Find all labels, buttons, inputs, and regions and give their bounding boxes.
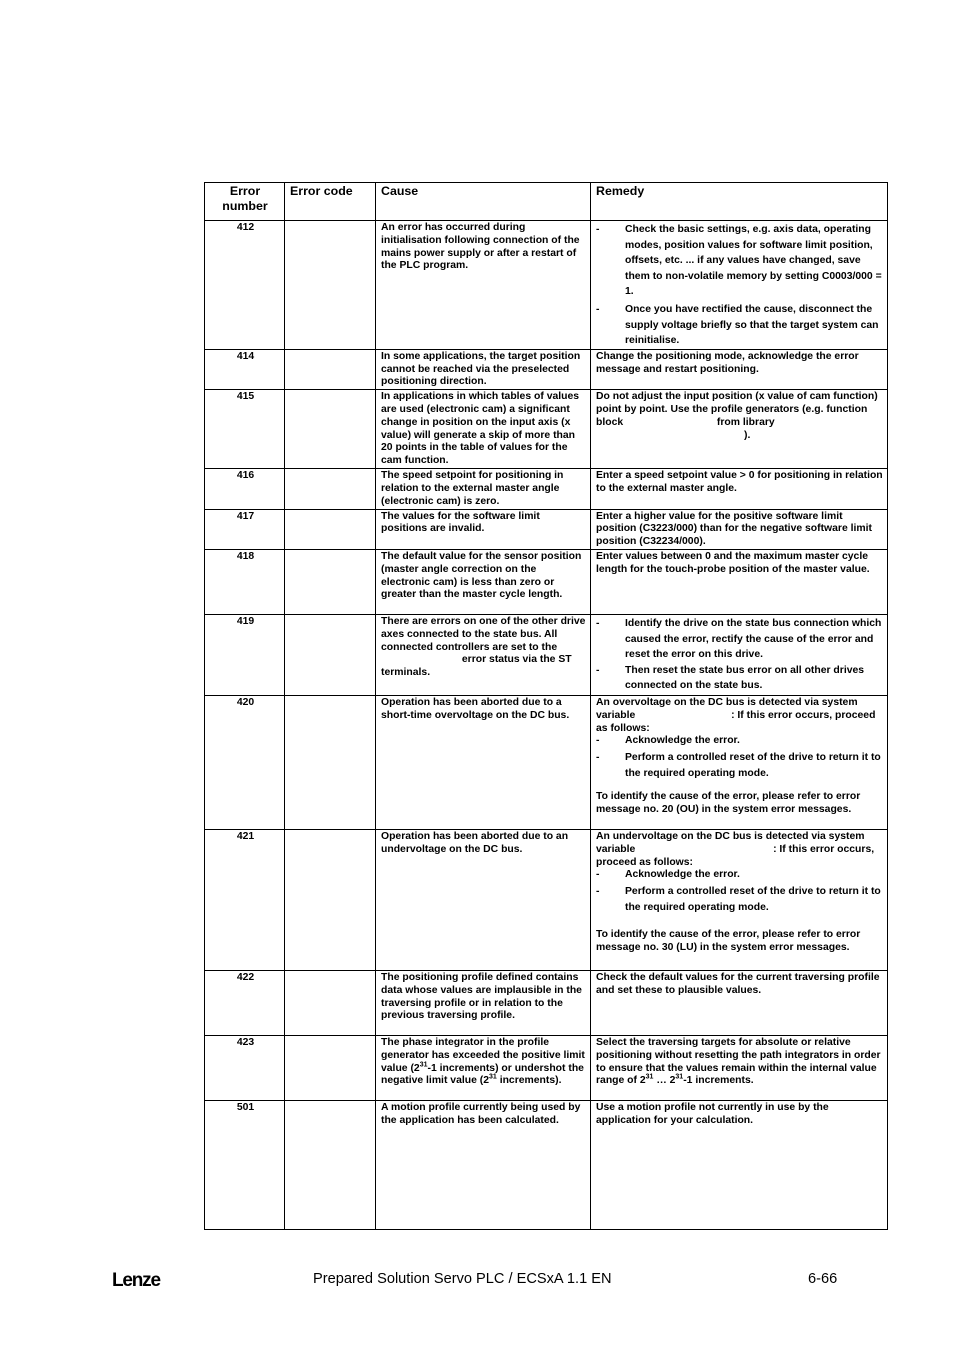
remedy-cell: Check the default values for the current traversing profile and set these to plausible values. [591, 970, 888, 1035]
bullet-item: - Acknowledge the error. [596, 735, 740, 747]
error-number: 417 [205, 509, 285, 549]
table-row [205, 1100, 888, 1229]
header-error-code: Error code [285, 183, 376, 221]
remedy-cell [591, 221, 888, 350]
bullet-item: - Once you have rectified the cause, disconnect the supply voltage briefly so that the target system can reinitialise. [596, 303, 879, 347]
error-number: 412 [205, 221, 285, 350]
bullet-item: - Perform a controlled reset of the drive to return it to the required operating mode. [596, 752, 881, 779]
remedy-cell: An undervoltage on the DC bus is detected via system variable : If this error occurs, proceed as follows: - Acknowledge the error. - Perform a controlled reset of the drive to return it to the required operating mode. To identify the cause of the error, please refer to error message no. 30 (LU) in the system error messages. [591, 829, 888, 970]
header-error-number: Error number [205, 183, 285, 221]
remedy-cell: Enter a higher value for the positive software limit position (C3223/000) than for the negative software limit position (C32234/000). [591, 509, 888, 549]
lenze-logo: Lenze [112, 1270, 160, 1291]
header-cause: Cause [376, 183, 591, 221]
bullet-item: - Then reset the state bus error on all other drives connected on the state bus. [596, 664, 865, 692]
table-row [205, 509, 888, 549]
error-code [285, 509, 376, 549]
error-code [285, 390, 376, 469]
table-row [205, 829, 888, 970]
error-number: 501 [205, 1100, 285, 1229]
remedy-cell: Use a motion profile not currently in use by the application for your calculation. [591, 1100, 888, 1229]
cause-cell: In some applications, the target position cannot be reached via the preselected positioning direction. [376, 349, 591, 389]
bullet-item: - Identify the drive on the state bus connection which caused the error, rectify the cause of the error and reset the error on this drive. [596, 617, 882, 661]
error-code [285, 829, 376, 970]
bullet-item: - Perform a controlled reset of the drive to return it to the required operating mode. [596, 886, 881, 913]
table-row [205, 970, 888, 1035]
cause-cell: Operation has been aborted due to a short-time overvoltage on the DC bus. [376, 695, 591, 829]
table-row [205, 349, 888, 389]
error-number: 420 [205, 695, 285, 829]
remedy-cell: Select the traversing targets for absolute or relative positioning without resetting the path integrators in order to ensure that the values remain within the internal value range of $2^{31}$ … $2^{31}-1$ increments. [591, 1035, 888, 1100]
table-row [205, 221, 888, 350]
table-header-row [205, 183, 888, 221]
bullet-item: - Acknowledge the error. [596, 869, 740, 881]
error-number: 421 [205, 829, 285, 970]
remedy-cell: Enter values between 0 and the maximum master cycle length for the touch-probe position of the master value. [591, 549, 888, 614]
cause-cell: The default value for the sensor position (master angle correction on the electronic cam) is less than zero or greater than the master cycle length. [376, 549, 591, 614]
table-row [205, 469, 888, 509]
error-code [285, 1100, 376, 1229]
error-code [285, 1035, 376, 1100]
error-code [285, 469, 376, 509]
cause-cell: A motion profile currently being used by the application has been calculated. [376, 1100, 591, 1229]
error-code [285, 549, 376, 614]
cause-cell: The positioning profile defined contains data whose values are implausible in the traversing profile or in relation to the previous traversing profile. [376, 970, 591, 1035]
cause-cell: There are errors on one of the other drive axes connected to the state bus. All connected controllers are set to the error status via the ST terminals. [376, 614, 591, 695]
table-row [205, 695, 888, 829]
error-number: 414 [205, 349, 285, 389]
error-code [285, 349, 376, 389]
table-row [205, 390, 888, 469]
bullet-item: - Check the basic settings, e.g. axis data, operating modes, position values for software limit position, offsets, etc. ... if any values have changed, save them to non-volatile memory by setting C0003/000 = 1. [596, 224, 882, 298]
remedy-cell: Change the positioning mode, acknowledge the error message and restart positioning. [591, 349, 888, 389]
header-remedy: Remedy [591, 183, 888, 221]
error-code [285, 970, 376, 1035]
cause-cell: The speed setpoint for positioning in relation to the external master angle (electronic cam) is zero. [376, 469, 591, 509]
error-code [285, 614, 376, 695]
error-number: 422 [205, 970, 285, 1035]
error-number: 419 [205, 614, 285, 695]
error-code [285, 695, 376, 829]
table-row [205, 1035, 888, 1100]
remedy-cell [591, 614, 888, 695]
page-number: 6-66 [808, 1271, 838, 1287]
error-number: 415 [205, 390, 285, 469]
error-number: 416 [205, 469, 285, 509]
cause-cell: In applications in which tables of values are used (electronic cam) a significant change in position on the input axis (x value) will generate a skip of more than 20 points in the table of values for the cam function. [376, 390, 591, 469]
cause-cell: Operation has been aborted due to an undervoltage on the DC bus. [376, 829, 591, 970]
cause-cell: An error has occurred during initialisation following connection of the mains power supply or after a restart of the PLC program. [376, 221, 591, 350]
cause-cell: The values for the software limit positions are invalid. [376, 509, 591, 549]
cause-cell: The phase integrator in the profile generator has exceeded the positive limit value ($2^{31}-1$ increments) or undershot the negative limit value ($2^{31}$ increments). [376, 1035, 591, 1100]
footer-title: Prepared Solution Servo PLC / ECSxA 1.1 EN [313, 1271, 612, 1287]
table-row [205, 549, 888, 614]
error-number: 423 [205, 1035, 285, 1100]
error-table [204, 182, 888, 1230]
remedy-cell: Do not adjust the input position (x value of cam function) point by point. Use the profile generators (e.g. function block from library ). [591, 390, 888, 469]
table-row [205, 614, 888, 695]
error-code [285, 221, 376, 350]
error-number: 418 [205, 549, 285, 614]
remedy-cell: An overvoltage on the DC bus is detected via system variable : If this error occurs, proceed as follows: - Acknowledge the error. - Perform a controlled reset of the drive to return it to the required operating mode. To identify the cause of the error, please refer to error message no. 20 (OU) in the system error messages. [591, 695, 888, 829]
remedy-cell: Enter a speed setpoint value > 0 for positioning in relation to the external master angle. [591, 469, 888, 509]
